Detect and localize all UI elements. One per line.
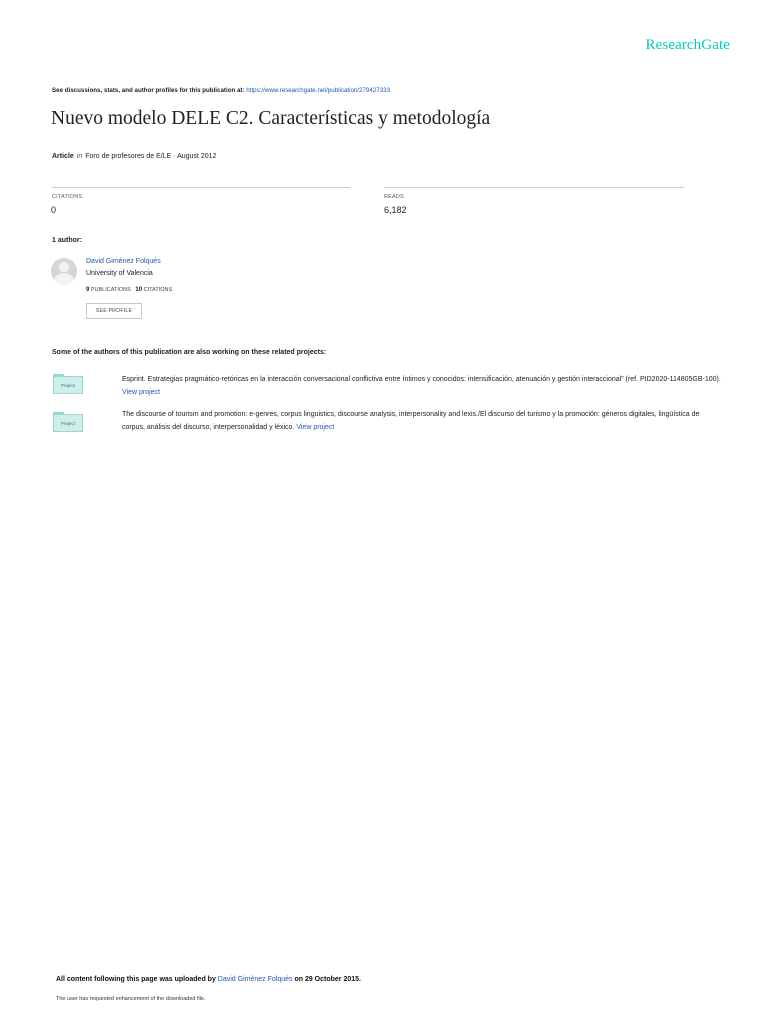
author-citations-label: CITATIONS bbox=[143, 287, 173, 293]
author-publications-label: PUBLICATIONS bbox=[90, 287, 131, 293]
author-stats bbox=[86, 287, 172, 293]
upload-date: on 29 October 2015. bbox=[294, 976, 361, 983]
citations-value: 0 bbox=[51, 205, 57, 215]
see-profile-button[interactable]: SEE PROFILE bbox=[86, 303, 142, 319]
reads-value: 6,182 bbox=[384, 205, 407, 215]
view-project-link[interactable]: View project bbox=[122, 388, 161, 396]
project-description: The discourse of tourism and promotion: e-genres, corpus linguistics, discourse analysis, interpersonality and lexis./El discurso del turismo y la promoción: géneros digitales, lingüística de corpus, análisis del discurso, interpersonalidad y léxico. bbox=[122, 411, 700, 431]
avatar-head-shape bbox=[59, 262, 69, 272]
author-citations-count: 10 bbox=[135, 287, 143, 293]
authors-heading: 1 author: bbox=[52, 237, 82, 244]
project-folder-icon[interactable] bbox=[53, 374, 83, 394]
profile-notice bbox=[52, 87, 390, 94]
author-avatar[interactable] bbox=[51, 258, 77, 284]
reads-divider bbox=[384, 187, 684, 188]
uploader-link[interactable]: David Giménez Folqués bbox=[217, 976, 293, 983]
related-projects-heading: Some of the authors of this publication are also working on these related projects: bbox=[52, 349, 327, 356]
project-icon-label: Project bbox=[53, 414, 83, 432]
avatar-body-shape bbox=[54, 273, 74, 284]
project-description: Esprint. Estrategias pragmático-retóricas en la interacción conversacional conflictiva entre íntimos y conocidos: intensificación, atenuación y gestión interaccional" (ref. PID2020-114805GB-100). bbox=[122, 376, 721, 383]
publication-url-link[interactable]: https://www.researchgate.net/publication/279427333 bbox=[246, 87, 391, 94]
publication-meta bbox=[52, 153, 216, 160]
profile-notice-text: See discussions, stats, and author profiles for this publication at: bbox=[52, 87, 245, 94]
publication-title: Nuevo modelo DELE C2. Características y metodología bbox=[51, 108, 491, 129]
enhancement-note: The user has requested enhancement of the downloaded file. bbox=[56, 996, 206, 1002]
view-project-link[interactable]: View project bbox=[296, 423, 335, 431]
meta-in-word: in bbox=[76, 153, 83, 160]
author-publications-count: 9 bbox=[86, 287, 90, 293]
author-institution: University of Valencia bbox=[86, 270, 153, 277]
publication-type: Article bbox=[52, 153, 74, 160]
reads-label: READS bbox=[384, 194, 404, 200]
citations-label: CITATIONS bbox=[52, 194, 83, 200]
author-name-link[interactable]: David Giménez Folqués bbox=[86, 258, 161, 265]
citations-divider bbox=[52, 187, 350, 188]
project-icon-label: Project bbox=[53, 376, 83, 394]
publication-venue: Foro de profesores de E/LE · August 2012 bbox=[85, 153, 217, 160]
researchgate-logo[interactable]: ResearchGate bbox=[645, 37, 730, 53]
upload-notice-prefix: All content following this page was uploaded by bbox=[56, 976, 216, 983]
upload-notice bbox=[56, 976, 361, 983]
project-item bbox=[122, 374, 722, 399]
project-folder-icon[interactable] bbox=[53, 412, 83, 432]
project-item bbox=[122, 409, 722, 434]
